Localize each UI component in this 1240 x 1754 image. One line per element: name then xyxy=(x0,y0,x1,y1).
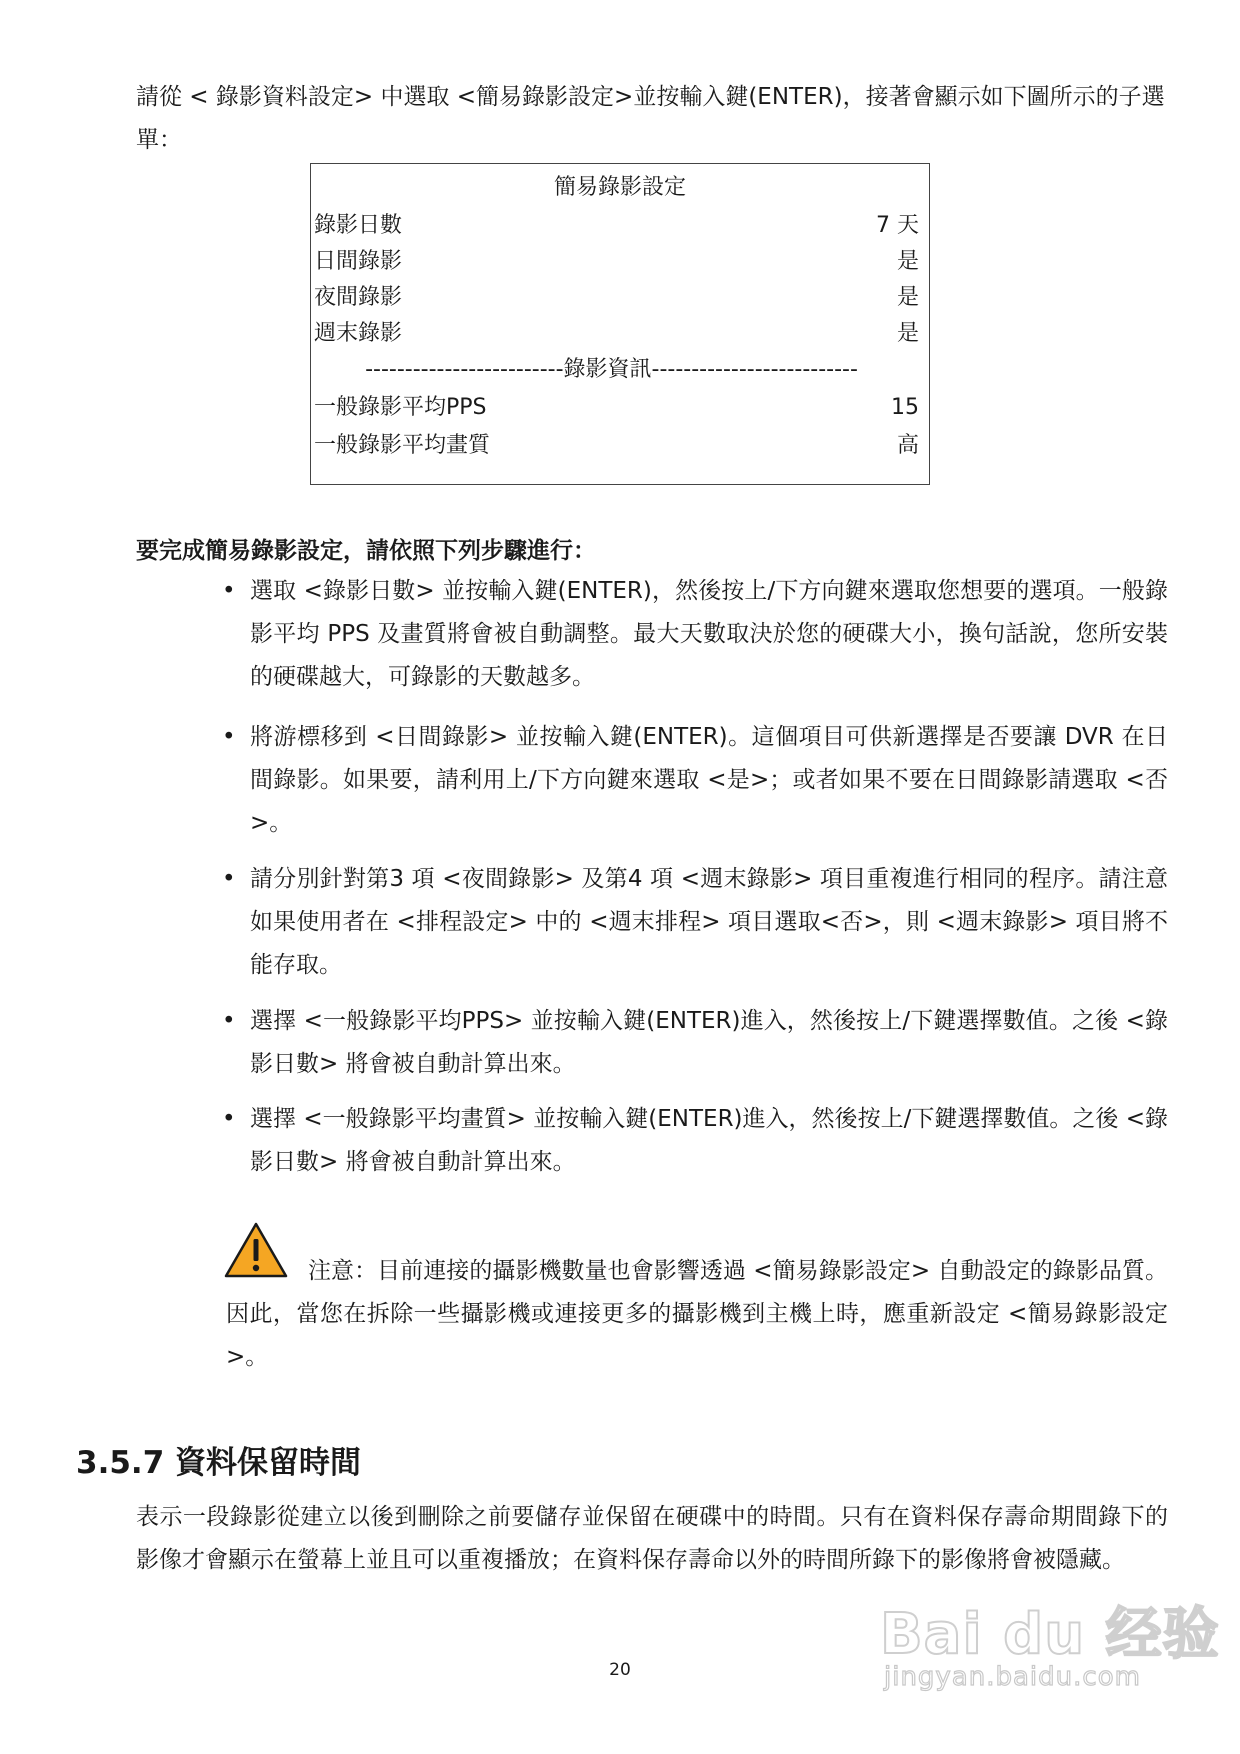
menu-row-record-days xyxy=(314,206,919,246)
intro-paragraph: 請從 < 錄影資料設定> 中選取 <簡易錄影設定>並按輸入鍵(ENTER)，接著會顯示如下圖所示的子選單： xyxy=(136,84,1165,153)
section-heading: 3.5.7 資料保留時間 xyxy=(76,1445,362,1481)
step-item: 將游標移到 <日間錄影> 並按輸入鍵(ENTER)。這個項目可供新選擇是否要讓 DVR 在日間錄影。如果要，請利用上/下方向鍵來選取 <是>；或者如果不要在日間錄影請選取 <否>。 xyxy=(250,724,1168,836)
menu-row-value: 是 xyxy=(896,321,919,346)
menu-row-day-record xyxy=(314,242,919,282)
menu-title: 簡易錄影設定 xyxy=(553,175,686,200)
menu-row-label: 夜間錄影 xyxy=(314,285,403,310)
bullet: • xyxy=(222,866,236,892)
watermark-sub: jingyan.baidu.com xyxy=(884,1662,1141,1692)
menu-row-label: 日間錄影 xyxy=(314,249,403,274)
menu-row-value: 高 xyxy=(896,433,919,458)
baidu-watermark xyxy=(880,1590,1220,1710)
step-item: 請分別針對第3 項 <夜間錄影> 及第4 項 <週末錄影> 項目重複進行相同的程序。請注意如果使用者在 <排程設定> 中的 <週末排程> 項目選取<否>，則 <週末錄影> 項目將不能存取。 xyxy=(250,866,1168,978)
bullet: • xyxy=(222,724,236,750)
page-number: 20 xyxy=(609,1660,631,1680)
note-paragraph: 注意：目前連接的攝影機數量也會影響透過 <簡易錄影設定> 自動設定的錄影品質。因此，當您在拆除一些攝影機或連接更多的攝影機到主機上時，應重新設定 <簡易錄影設定>。 xyxy=(226,1258,1168,1370)
bullet: • xyxy=(222,578,236,604)
menu-row-avg-quality xyxy=(314,426,919,466)
menu-row-weekend-record xyxy=(314,314,919,354)
menu-row-night-record xyxy=(314,278,919,318)
menu-row-label: 一般錄影平均畫質 xyxy=(314,433,491,458)
step-item: 選擇 <一般錄影平均畫質> 並按輸入鍵(ENTER)進入，然後按上/下鍵選擇數值。之後 <錄影日數> 將會被自動計算出來。 xyxy=(250,1106,1168,1175)
bullet: • xyxy=(222,1008,236,1034)
section-body: 表示一段錄影從建立以後到刪除之前要儲存並保留在硬碟中的時間。只有在資料保存壽命期間錄下的影像才會顯示在螢幕上並且可以重複播放；在資料保存壽命以外的時間所錄下的影像將會被隱藏。 xyxy=(136,1504,1168,1573)
menu-separator: -------------------------錄影資訊-------------------------- xyxy=(365,357,858,382)
easy-record-menu xyxy=(310,163,930,485)
step-item: 選取 <錄影日數> 並按輸入鍵(ENTER)，然後按上/下方向鍵來選取您想要的選項。一般錄 影平均 PPS 及畫質將會被自動調整。最大天數取決於您的硬碟大小，換句話說，您所安裝的硬碟越大，可錄影的天數越多。 xyxy=(250,578,1168,690)
bullet: • xyxy=(222,1106,236,1132)
menu-row-value: 15 xyxy=(891,395,919,420)
menu-row-label: 一般錄影平均PPS xyxy=(314,395,487,420)
menu-row-value: 是 xyxy=(896,249,919,274)
step-item: 選擇 <一般錄影平均PPS> 並按輸入鍵(ENTER)進入，然後按上/下鍵選擇數值。之後 <錄影日數> 將會被自動計算出來。 xyxy=(250,1008,1168,1077)
menu-row-value: 7 天 xyxy=(876,213,919,238)
menu-row-value: 是 xyxy=(896,285,919,310)
menu-row-avg-pps xyxy=(314,388,919,428)
steps-heading: 要完成簡易錄影設定，請依照下列步驟進行： xyxy=(136,538,596,564)
watermark-main: Bai du 经验 xyxy=(880,1602,1220,1667)
menu-row-label: 週末錄影 xyxy=(314,321,403,346)
menu-row-label: 錄影日數 xyxy=(314,213,403,238)
